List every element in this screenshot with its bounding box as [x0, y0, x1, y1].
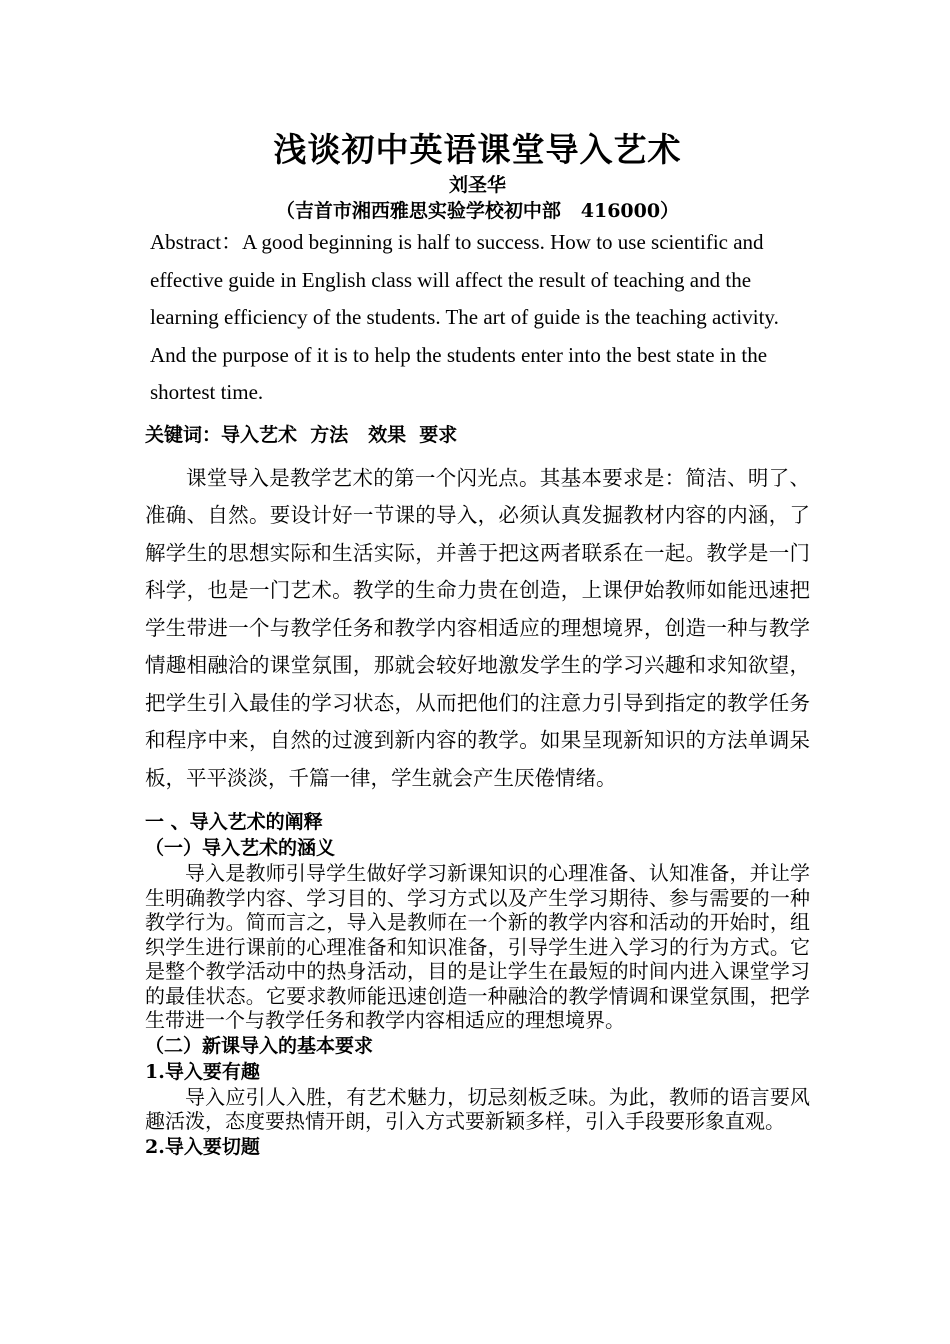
subsection-1-1-paragraph: 导入是教师引导学生做好学习新课知识的心理准备、认知准备，并让学生明确教学内容、学习目的、学习方式以及产生学习期待、参与需要的一种教学行为。简而言之，导入是教师在一个新的教学内容和活动的开始时，组织学生进行课前的心理准备和知识准备，引导学生进入学习的行为方式。它是整个教学活动中的热身活动，目的是让学生在最短的时间内进入课堂学习的最佳状态。它要求教师能迅速创造一种融洽的教学情调和课堂氛围，把学生带进一个与教学任务和教学内容相适应的理想境界。	[145, 861, 810, 1032]
item-heading-2: 2.导入要切题	[145, 1135, 260, 1158]
section-heading-1: 一 、导入艺术的阐释	[145, 811, 323, 833]
keywords-line: 关键词：导入艺术 方法 效果 要求	[145, 423, 458, 446]
abstract-paragraph: Abstract：A good beginning is half to success. How to use scientific and effective guide in English class will affect the result of teaching and the learning efficiency of the students. The art of guide is the teaching activity. And the purpose of it is to help the students enter into the best state in the shortest time.	[150, 230, 779, 404]
item-1-paragraph: 导入应引人入胜，有艺术魅力，切忌刻板乏味。为此，教师的语言要风趣活泼，态度要热情开朗，引入方式要新颖多样，引入手段要形象直观。	[145, 1084, 810, 1133]
document-body	[145, 128, 810, 1160]
intro-paragraph: 课堂导入是教学艺术的第一个闪光点。其基本要求是：简洁、明了、准确、自然。要设计好一节课的导入，必须认真发掘教材内容的内涵，了解学生的思想实际和生活实际，并善于把这两者联系在一起。教学是一门科学，也是一门艺术。教学的生命力贵在创造，上课伊始教师如能迅速把学生带进一个与教学任务和教学内容相适应的理想境界，创造一种与教学情趣相融洽的课堂氛围，那就会较好地激发学生的学习兴趣和求知欲望，把学生引入最佳的学习状态，从而把他们的注意力引导到指定的教学任务和程序中来，自然的过渡到新内容的教学。如果呈现新知识的方法单调呆板，平平淡淡，千篇一律，学生就会产生厌倦情绪。	[145, 465, 810, 790]
subsection-heading-1-1: （一）导入艺术的涵义	[145, 837, 336, 859]
document-title: 浅谈初中英语课堂导入艺术	[273, 130, 682, 169]
subsection-heading-1-2: （二）新课导入的基本要求	[145, 1034, 374, 1057]
item-heading-1: 1.导入要有趣	[145, 1060, 260, 1083]
author-name: 刘圣华	[448, 174, 506, 196]
author-affiliation: （吉首市湘西雅思实验学校初中部 416000）	[275, 200, 680, 222]
